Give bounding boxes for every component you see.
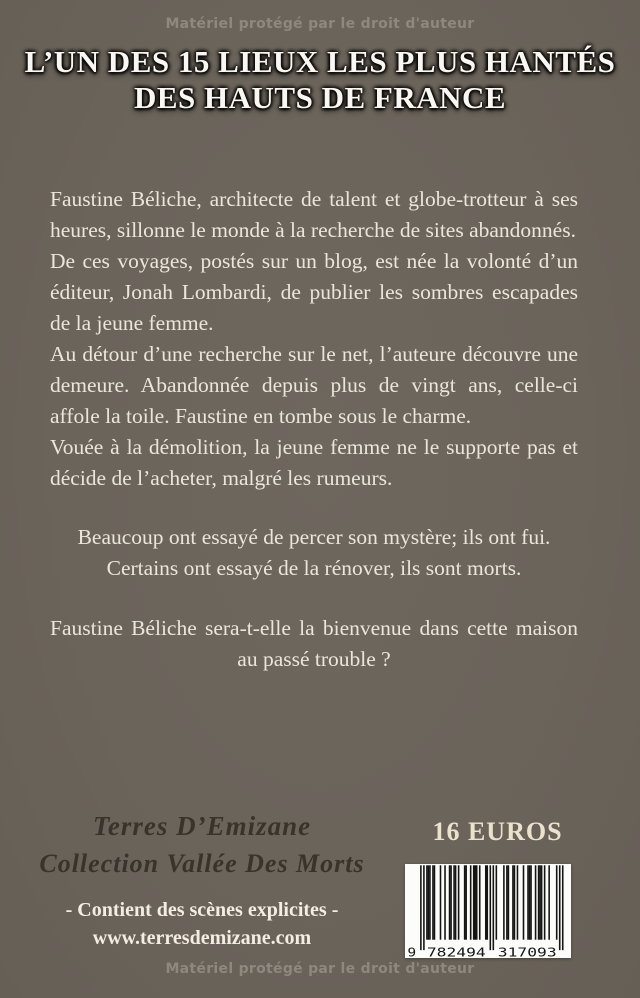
price-label: 16 EUROS: [432, 817, 563, 846]
publisher-name: Terres D’Emizane: [92, 811, 312, 841]
book-tagline: [0, 44, 640, 116]
teaser-line: Beaucoup ont essayé de percer son mystère; ils ont fui.: [77, 525, 551, 549]
synopsis-paragraph: Au détour d’une recherche sur le net, l’auteure découvre une demeure. Abandonnée depuis plus de vingt ans, celle-ci affole la toile. Faustine en tombe sous le charme.: [50, 342, 578, 428]
synopsis-paragraph: De ces voyages, postés sur un blog, est née la volonté d’un éditeur, Jonah Lombardi, de publier les sombres escapades de la jeune femme.: [50, 249, 578, 335]
tagline-line-1: L’UN DES 15 LIEUX LES PLUS HANTÉS: [24, 44, 616, 79]
svg-text:782494: 782494: [426, 946, 486, 958]
barcode-image: [405, 864, 571, 958]
collection-name: Collection Vallée Des Morts: [39, 849, 365, 878]
copyright-watermark-top: Matériel protégé par le droit d'auteur: [165, 16, 475, 32]
svg-text:9: 9: [407, 946, 417, 958]
publisher-block: [28, 810, 376, 951]
synopsis-paragraph: Vouée à la démolition, la jeune femme ne le supporte pas et décide de l’acheter, malgré les rumeurs.: [50, 435, 578, 490]
synopsis: [50, 184, 578, 675]
isbn-barcode: [405, 864, 571, 958]
closing-question: Faustine Béliche sera-t-elle la bienvenue dans cette maison au passé trouble ?: [50, 616, 578, 671]
content-warning: - Contient des scènes explicites -: [65, 899, 339, 921]
copyright-watermark-bottom: Matériel protégé par le droit d'auteur: [165, 961, 475, 977]
svg-text:317093: 317093: [497, 946, 557, 958]
teaser-line: Certains ont essayé de la rénover, ils sont morts.: [106, 556, 522, 580]
synopsis-paragraph: Faustine Béliche, architecte de talent et globe-trotteur à ses heures, sillonne le monde à la recherche de sites abandonnés.: [50, 187, 578, 242]
tagline-line-2: DES HAUTS DE FRANCE: [133, 80, 507, 115]
publisher-website: www.terresdemizane.com: [92, 927, 312, 949]
